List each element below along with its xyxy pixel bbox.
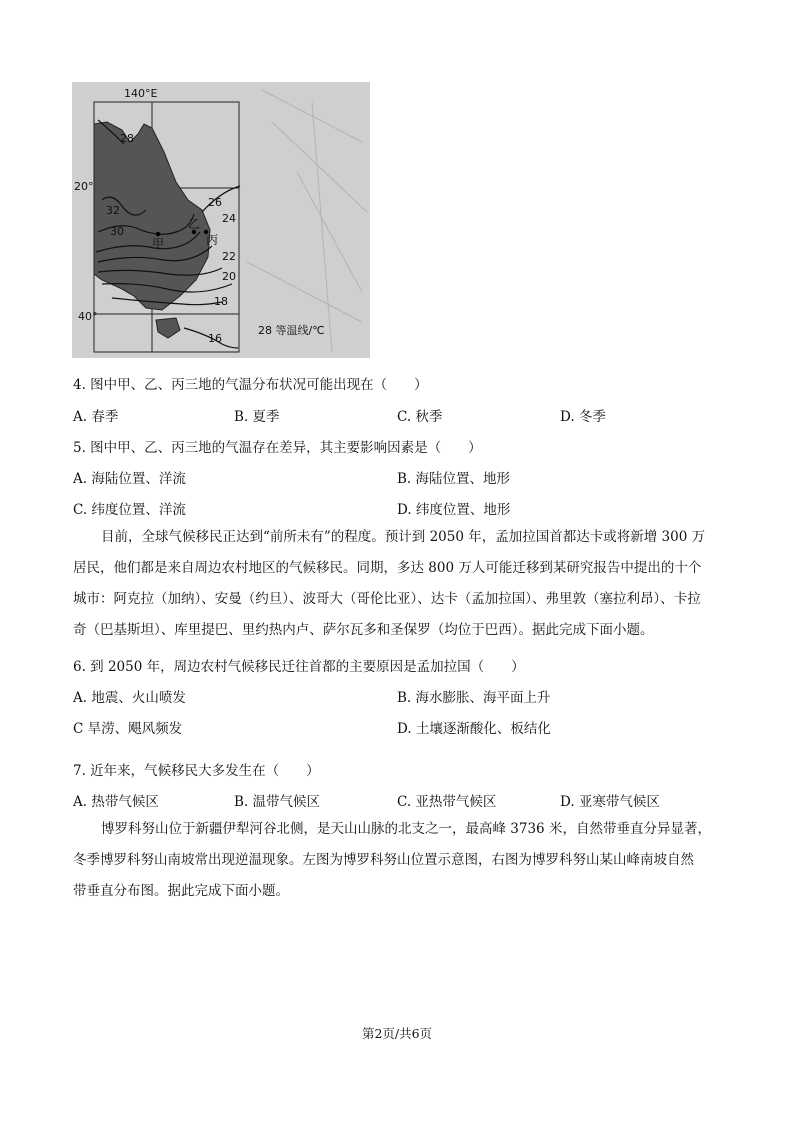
point-jia-marker: [156, 232, 160, 236]
question-4-option-c[interactable]: C. 秋季: [397, 409, 443, 425]
question-5-option-c[interactable]: C. 纬度位置、洋流: [73, 502, 186, 518]
landmass-tasmania: [156, 318, 180, 338]
question-5-stem: 5. 图中甲、乙、丙三地的气温存在差异，其主要影响因素是（ ）: [73, 440, 482, 456]
question-6-option-c[interactable]: C 旱涝、飓风频发: [73, 721, 183, 737]
question-6-option-d[interactable]: D. 土壤逐渐酸化、板结化: [397, 721, 551, 737]
isotherm-label: 22: [222, 250, 236, 263]
passage-line: 博罗科努山位于新疆伊犁河谷北侧，是天山山脉的北支之一，最高峰 3736 米，自然带垂直分异显著，: [101, 821, 711, 837]
point-jia-label: 甲: [152, 237, 165, 251]
question-7-stem: 7. 近年来，气候移民大多发生在（ ）: [73, 763, 320, 779]
isotherm-label: 32: [106, 204, 120, 217]
isotherm-label: 28: [120, 132, 134, 145]
question-5-option-b[interactable]: B. 海陆位置、地形: [397, 471, 511, 487]
isotherm-label: 18: [214, 295, 228, 308]
passage-line: 奇（巴基斯坦）、库里提巴、里约热内卢、萨尔瓦多和圣保罗（均位于巴西）。据此完成下面小题。: [73, 622, 654, 638]
question-5-option-d[interactable]: D. 纬度位置、地形: [397, 502, 511, 518]
isotherm-label: 20: [222, 270, 236, 283]
isotherm-label: 26: [208, 196, 222, 209]
isotherm-label: 24: [222, 212, 236, 225]
question-7-option-b[interactable]: B. 温带气候区: [234, 794, 321, 810]
question-4-option-a[interactable]: A. 春季: [73, 409, 119, 425]
passage-climate-migration: [73, 522, 723, 646]
question-4-option-b[interactable]: B. 夏季: [234, 409, 280, 425]
isotherm-label: 30: [110, 225, 124, 238]
page-number: 第2页/共6页: [361, 1026, 433, 1041]
passage-line: 冬季博罗科努山南坡常出现逆温现象。左图为博罗科努山位置示意图，右图为博罗科努山某山峰南坡自然: [73, 852, 694, 868]
point-yi-label: 乙: [188, 217, 201, 231]
passage-line: 目前，全球气候移民正达到“前所未有”的程度。预计到 2050 年，孟加拉国首都达卡或将新增 300 万: [101, 529, 706, 545]
question-7-option-d[interactable]: D. 亚寒带气候区: [560, 794, 660, 810]
passage-line: 城市：阿克拉（加纳）、安曼（约旦）、波哥大（哥伦比亚）、达卡（孟加拉国）、弗里敦（塞拉利昂）、卡拉: [73, 591, 701, 607]
question-4-option-d[interactable]: D. 冬季: [560, 409, 606, 425]
map-legend: 28 等温线/℃: [258, 324, 325, 337]
point-bing-label: 丙: [206, 233, 219, 247]
question-7-option-c[interactable]: C. 亚热带气候区: [397, 794, 497, 810]
question-7-option-a[interactable]: A. 热带气候区: [73, 794, 159, 810]
lat-20-label: 20°: [74, 180, 94, 193]
passage-boluokenu-mountain: [73, 814, 723, 907]
passage-line: 居民，他们都是来自周边农村地区的气候移民。同期，多达 800 万人可能迁移到某研究报告中提出的十个: [73, 560, 702, 576]
isotherm-map-svg: [72, 82, 370, 358]
question-6-option-a[interactable]: A. 地震、火山喷发: [73, 690, 186, 706]
isotherm-label: 16: [208, 332, 222, 345]
passage-line: 带垂直分布图。据此完成下面小题。: [73, 883, 289, 899]
question-5-option-a[interactable]: A. 海陆位置、洋流: [73, 471, 186, 487]
question-6-option-b[interactable]: B. 海水膨胀、海平面上升: [397, 690, 551, 706]
isotherm-map: [72, 82, 370, 358]
lat-40-label: 40°: [78, 310, 98, 323]
question-4-stem: 4. 图中甲、乙、丙三地的气温分布状况可能出现在（ ）: [73, 377, 428, 393]
question-6-stem: 6. 到 2050 年，周边农村气候移民迁往首都的主要原因是孟加拉国（ ）: [73, 659, 525, 675]
lon-label: 140°E: [124, 87, 158, 100]
